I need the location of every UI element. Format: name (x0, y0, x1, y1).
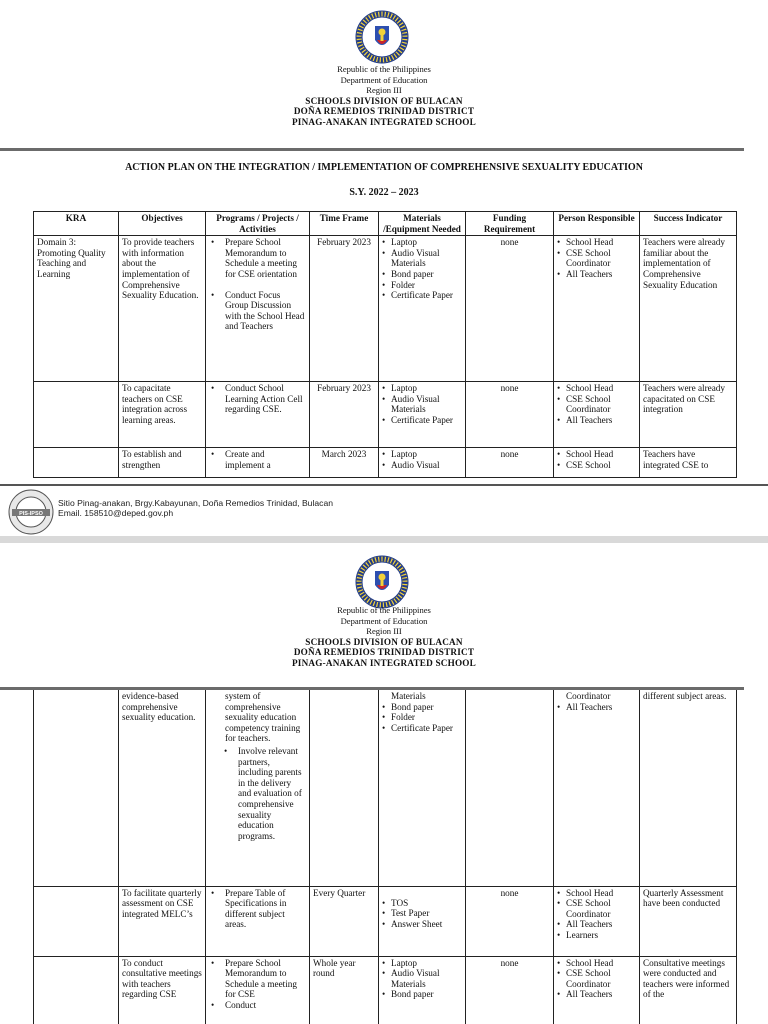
time-frame-cell: February 2023 (310, 382, 379, 448)
programs-cell (206, 448, 310, 478)
column-header: Programs / Projects / Activities (206, 212, 310, 236)
column-header: Person Responsible (554, 212, 640, 236)
program-item: • Prepare School Memorandum to Schedule a meeting for CSE (225, 958, 306, 1000)
materials-cell (379, 886, 466, 956)
letterhead-line: Region III (366, 85, 402, 96)
objective-cell: To facilitate quarterly assessment on CSE integrated MELC’s (119, 886, 206, 956)
document-title: ACTION PLAN ON THE INTEGRATION / IMPLEMENTATION OF COMPREHENSIVE SEXUALITY EDUCATION (125, 162, 643, 173)
action-plan-table-continued (33, 690, 737, 1024)
material-item: • Bond paper (391, 989, 462, 1000)
funding-cell: none (466, 236, 554, 382)
person-item: • All Teachers (566, 989, 636, 1000)
person-item: • School Head (566, 888, 636, 899)
letterhead-line: Republic of the Philippines (337, 605, 431, 615)
school-name: PINAG-ANAKAN INTEGRATED SCHOOL (292, 657, 476, 668)
action-plan-table (33, 211, 737, 478)
programs-cell (206, 956, 310, 1024)
material-item: • Audio Visual (391, 460, 462, 471)
objective-cell: To conduct consultative meetings with teachers regarding CSE (119, 956, 206, 1024)
table-header-row (34, 212, 737, 236)
letterhead (0, 605, 768, 669)
kra-cell: Domain 3: Promoting Quality Teaching and Learning (34, 236, 119, 382)
page-gap (0, 536, 768, 543)
materials-cell (379, 690, 466, 886)
material-item: • Answer Sheet (391, 919, 462, 930)
funding-cell: none (466, 886, 554, 956)
column-header: Time Frame (310, 212, 379, 236)
document-page-2 (0, 543, 768, 1024)
page-footer (0, 484, 768, 536)
objective-cell: To provide teachers with information about the implementation of Comprehensive Sexuality Education. (119, 236, 206, 382)
kra-cell (34, 690, 119, 886)
table-row (34, 382, 737, 448)
person-item: • School Head (566, 237, 636, 248)
persons-cell (554, 886, 640, 956)
person-item: • CSE School Coordinator (566, 898, 636, 919)
time-frame-cell: February 2023 (310, 236, 379, 382)
logo-text: PIS-IPSO (19, 511, 43, 517)
person-item: • School Head (566, 383, 636, 394)
program-continued: system of comprehensive sexuality education competency training for teachers. (225, 691, 301, 744)
material-item: • Laptop (391, 958, 462, 969)
indicator-cell: Quarterly Assessment have been conducted (640, 886, 737, 956)
table-row (34, 690, 737, 886)
indicator-cell: Teachers were already capacitated on CSE integration (640, 382, 737, 448)
material-item: • Laptop (391, 237, 462, 248)
footer-contact (58, 498, 333, 518)
program-item: • Create and implement a (225, 449, 306, 470)
table-row (34, 448, 737, 478)
funding-cell: none (466, 956, 554, 1024)
school-year: S.Y. 2022 – 2023 (349, 187, 419, 198)
person-item: • Learners (566, 930, 636, 941)
program-item: • Conduct (225, 1000, 306, 1011)
person-item: • School Head (566, 449, 636, 460)
material-item: • Laptop (391, 383, 462, 394)
programs-cell (206, 886, 310, 956)
deped-seal-icon (355, 10, 409, 64)
objective-cell: To capacitate teachers on CSE integration across learning areas. (119, 382, 206, 448)
column-header: Success Indicator (640, 212, 737, 236)
person-item: • All Teachers (566, 269, 636, 280)
funding-cell: none (466, 382, 554, 448)
footer-divider (0, 484, 768, 486)
column-header: Materials /Equipment Needed (379, 212, 466, 236)
material-item: • Bond paper (391, 702, 462, 713)
objective-cell: evidence-based comprehensive sexuality education. (119, 690, 206, 886)
school-name: PINAG-ANAKAN INTEGRATED SCHOOL (292, 116, 476, 127)
program-item: • Conduct Focus Group Discussion with the School Head and Teachers (225, 290, 306, 332)
table-row (34, 956, 737, 1024)
district-name: DOÑA REMEDIOS TRINIDAD DISTRICT (293, 647, 475, 658)
column-header: Funding Requirement (466, 212, 554, 236)
time-frame-cell: Whole year round (310, 956, 379, 1024)
time-frame-cell: March 2023 (310, 448, 379, 478)
funding-cell: none (466, 448, 554, 478)
persons-cell (554, 448, 640, 478)
programs-cell (206, 382, 310, 448)
letterhead-line: Republic of the Philippines (337, 64, 431, 74)
material-item: • Audio Visual Materials (391, 968, 462, 989)
material-item: • Folder (391, 280, 462, 291)
header-divider (0, 148, 744, 151)
program-item: • Prepare School Memorandum to Schedule a meeting for CSE orientation (225, 237, 306, 279)
school-address: Sitio Pinag-anakan, Brgy.Kabayunan, Doña Remedios Trinidad, Bulacan (58, 498, 334, 508)
material-item: • TOS (391, 898, 462, 909)
program-item: • Involve relevant partners, including parents in the delivery and evaluation of comprehensive sexuality education programs. (238, 746, 306, 841)
material-continued: Materials (391, 691, 426, 701)
division-name: SCHOOLS DIVISION OF BULACAN (305, 95, 463, 106)
indicator-cell: different subject areas. (640, 690, 737, 886)
persons-cell (554, 236, 640, 382)
material-item: • Folder (391, 712, 462, 723)
letterhead-line: Department of Education (340, 615, 428, 626)
material-item: • Certificate Paper (391, 415, 462, 426)
table-row (34, 886, 737, 956)
kra-cell (34, 448, 119, 478)
program-item: • Prepare Table of Specifications in different subject areas. (225, 888, 306, 930)
person-item: • All Teachers (566, 919, 636, 930)
indicator-cell: Consultative meetings were conducted and teachers were informed of the (640, 956, 737, 1024)
material-item: • Audio Visual Materials (391, 248, 462, 269)
programs-cell (206, 690, 310, 886)
district-name: DOÑA REMEDIOS TRINIDAD DISTRICT (293, 106, 475, 117)
kra-cell (34, 956, 119, 1024)
person-item: • All Teachers (566, 702, 636, 713)
column-header: KRA (34, 212, 119, 236)
indicator-cell: Teachers were already familiar about the implementation of Comprehensive Sexuality Education (640, 236, 737, 382)
material-item: • Certificate Paper (391, 723, 462, 734)
division-name: SCHOOLS DIVISION OF BULACAN (305, 636, 463, 647)
school-logo-icon (8, 489, 54, 535)
objective-cell: To establish and strengthen (119, 448, 206, 478)
person-item: • All Teachers (566, 415, 636, 426)
materials-cell (379, 382, 466, 448)
material-item: • Laptop (391, 449, 462, 460)
letterhead-line: Department of Education (340, 74, 428, 85)
person-item: • CSE School Coordinator (566, 248, 636, 269)
material-item: • Bond paper (391, 269, 462, 280)
materials-cell (379, 956, 466, 1024)
kra-cell (34, 886, 119, 956)
materials-cell (379, 236, 466, 382)
persons-cell (554, 382, 640, 448)
letterhead-line: Region III (366, 626, 402, 637)
indicator-cell: Teachers have integrated CSE to (640, 448, 737, 478)
materials-cell (379, 448, 466, 478)
school-email: Email. 158510@deped.gov.ph (58, 508, 174, 518)
kra-cell (34, 382, 119, 448)
programs-cell (206, 236, 310, 382)
person-item: • CSE School Coordinator (566, 968, 636, 989)
material-item: • Audio Visual Materials (391, 394, 462, 415)
funding-cell (466, 690, 554, 886)
material-item: • Test Paper (391, 908, 462, 919)
deped-seal-icon (355, 555, 409, 609)
persons-cell (554, 956, 640, 1024)
letterhead (0, 64, 768, 128)
person-continued: Coordinator (566, 691, 611, 701)
material-item: • Certificate Paper (391, 290, 462, 301)
column-header: Objectives (119, 212, 206, 236)
time-frame-cell (310, 690, 379, 886)
program-item: • Conduct School Learning Action Cell regarding CSE. (225, 383, 306, 415)
person-item: • CSE School Coordinator (566, 394, 636, 415)
time-frame-cell: Every Quarter (310, 886, 379, 956)
person-item: • School Head (566, 958, 636, 969)
table-row (34, 236, 737, 382)
persons-cell (554, 690, 640, 886)
person-item: • CSE School (566, 460, 636, 471)
